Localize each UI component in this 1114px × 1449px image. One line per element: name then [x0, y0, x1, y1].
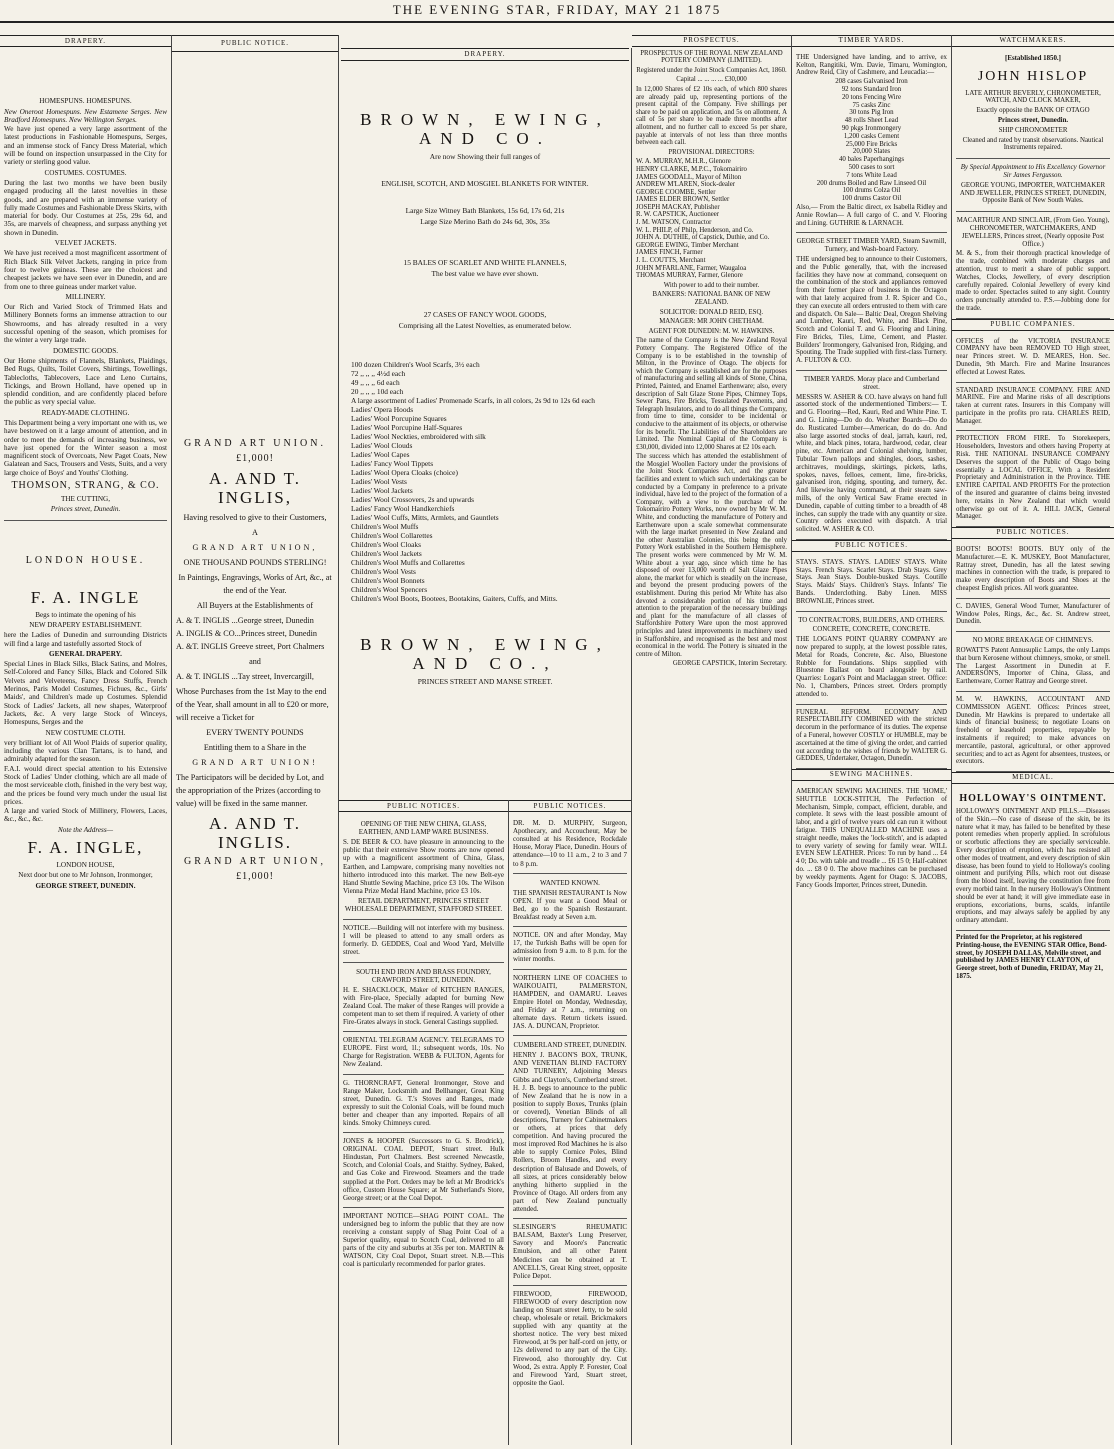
domestic-title: DOMESTIC GOODS.	[52, 346, 119, 355]
sewing-head: SEWING MACHINES.	[792, 769, 951, 781]
china-retail: RETAIL DEPARTMENT, PRINCES STREET WHOLESALE DEPARTMENT, STAFFORD STREET.	[344, 896, 503, 914]
hislop-est: [Established 1850.]	[1005, 54, 1061, 62]
macarthur-title: MACARTHUR AND SINCLAIR, (From Geo. Young), CHRONOMETER, WATCHMAKERS, AND JEWELLERS, Princes street, (Nearly opposite Post Office.)	[956, 217, 1110, 248]
shacklock-body: H. E. SHACKLOCK, Maker of KITCHEN RANGES, with Fire-place, Specially adapted for burning New Zealand Coal. The maker of these Ranges will provide a competent man to set them if required. A variety of other Fire-Grates always in stock. General Castings supplied.	[343, 985, 504, 1027]
protection-ad	[956, 431, 1110, 527]
goods-item: 100 drums Colza Oil	[842, 187, 901, 195]
foundry-title: SOUTH END IRON AND BRASS FOUNDRY, CRAWFORD STREET, DUNEDIN.	[356, 967, 491, 984]
telegram-ad	[343, 1032, 504, 1074]
geddes-body: NOTICE.—Building will not interfere with my business. I will be pleased to attend to any small orders as formerly. D. GEDDES, Coal and Wood Yard, Melville street.	[343, 924, 504, 957]
hislop-ad	[956, 50, 1110, 159]
standard-ad	[956, 383, 1110, 432]
boots-body: BOOTS! BOOTS! BOOTS. BUY only of the Manufacturer.—E. K. MUSKEY, Boot Manufacturer, Rattray street, Dunedin, has all the latest sewing machines in connection with the trade, is prepared to make every description of Boots and Shoes at the cheapest English prices. All work guarantee.	[956, 546, 1110, 593]
goods-item: 200 drums Boiled and Raw Linseed Oil	[816, 179, 927, 187]
fa-begs: Begs to intimate the opening of his	[35, 610, 136, 619]
thomson-name: THOMSON, STRANG, & CO.	[11, 480, 160, 492]
list-item: A large assortment of Ladies' Promenade Scarfs, in all colors, 2s 9d to 12s 6d each	[351, 396, 596, 405]
london-house-ad	[4, 549, 167, 896]
column-drapery	[0, 35, 172, 1445]
goods-item: 25,000 Fire Bricks	[845, 140, 898, 148]
whose-purchases: Whose Purchases from the 1st May to the end of the Year, shall amount in all to £20 or more, will receive a Ticket for	[176, 687, 329, 722]
cases-sub: Comprising all the Latest Novelties, as enumerated below.	[398, 321, 572, 330]
china-ad	[343, 815, 504, 920]
director-item: J. M. WATSON, Contractor	[636, 219, 712, 227]
medical-head: MEDICAL.	[952, 772, 1114, 784]
director-item: W. L. PHILP, of Philp, Henderson, and Co.	[636, 226, 754, 234]
homespun-intro: We have just opened a very large assortment of the latest productions in Fashionable Homespuns, Serges, and an immense stock of Fancy Dress Material, which will be found on inspection unsurpassed in the City for variety or sterling good value.	[4, 125, 167, 167]
director-item: GEORGE COOMBE, Settler	[636, 188, 716, 196]
balsam-ad	[513, 1219, 627, 1286]
fa-ingle-name: F. A. INGLE	[30, 587, 141, 607]
fa-costume: NEW COSTUME CLOTH.	[45, 728, 126, 737]
director-item: W. A. MURRAY, M.H.R., Glenore	[636, 158, 731, 166]
holloway-ad	[956, 787, 1110, 931]
list-item: 72 ,, ,, ,, 4½d each	[351, 369, 406, 378]
prospectus-signature: GEORGE CAPSTICK, Interim Secretary.	[672, 660, 787, 668]
list-item: Children's Wool Vests	[351, 567, 416, 576]
young-ad	[956, 159, 1110, 212]
list-item: Ladies' Wool Crossovers, 2s and upwards	[351, 495, 474, 504]
guthrie-goods	[796, 78, 947, 203]
column-head: PROSPECTUS.	[632, 35, 791, 47]
chimneys-title: NO MORE BREAKAGE OF CHIMNEYS.	[972, 637, 1094, 645]
guthrie-tail: Also,— From the Baltic direct, ex Isabella Ridley and Annie Rowlan— A full cargo of C. and V. Flooring and Lining. GUTHRIE & LARNACH.	[796, 203, 947, 227]
director-item: JOSEPH MACKAY, Publisher	[636, 203, 720, 211]
thorncraft-body: G. THORNCRAFT, General Ironmonger, Stove and Range Maker, Locksmith and Bellhanger, Great King street, Dunedin. G. T.'s Stoves and Ranges, made expressly to suit the Colonial Coals, will be found much better and cheaper than any imported. Repairs of all kinds. Smoky Chimneys cured.	[343, 1078, 504, 1127]
wanted-ad	[513, 874, 627, 927]
millinery-title: MILLINERY.	[65, 292, 106, 301]
imprint: Printed for the Proprietor, at his registered Printing-house, the EVENING STAR Office, Bond-street, by JOSEPH DALLAS, Melville street, and published by JAMES HENRY CLAYTON, of George street, both of Dunedin, FRIDAY, May 21, 1875.	[956, 933, 1107, 980]
blankets-title: ENGLISH, SCOTCH, AND MOSGIEL BLANKETS FOR WINTER.	[381, 179, 589, 188]
hislop-princes: Princes street, Dunedin.	[997, 116, 1069, 124]
column-head: WATCHMAKERS.	[952, 35, 1114, 47]
goods-item: 48 rolls Sheet Lead	[844, 117, 899, 125]
column-public-notices-b	[509, 800, 632, 1445]
column-head: PUBLIC NOTICE.	[172, 35, 338, 52]
bec-title: BROWN, EWING, AND CO.	[360, 110, 610, 148]
young-body: GEORGE YOUNG, IMPORTER, WATCHMAKER AND JEWELLER, PRINCES STREET, DUNEDIN, Opposite Bank of New South Wales.	[959, 181, 1107, 205]
list-item: Children's Wool Spencers	[351, 585, 428, 594]
ati-a: A	[252, 528, 258, 537]
list-item: Children's Wool Jackets	[351, 549, 422, 558]
bacon-title: CUMBERLAND STREET, DUNEDIN.	[513, 1041, 627, 1050]
firewood-ad	[513, 1286, 627, 1392]
london-house-title: LONDON HOUSE.	[25, 554, 146, 566]
prospectus-title: PROSPECTUS OF THE ROYAL NEW ZEALAND POTTERY COMPANY (LIMITED).	[640, 49, 783, 65]
sewing-body: AMERICAN SEWING MACHINES. THE 'HOME,' SHUTTLE LOCK-STITCH, The Perfection of Mechanism, Simple, compact, efficient, durable, and complete. It sews with the least possible amount of labor, and a girl of twelve years old can run it without fatigue. THIS UNEQUALLED MACHINE uses a straight needle, makes the 'lock-stitch', and is adapted to every variety of sewing for family wear. WILL EVEN SEW LEATHER. Prices: To run by hand ... £4 4 0; Do. with table and treadle ... £6 15 0; Half-cabinet do. ... £8 0 0. The above machines can be purchased by weekly payments. Agent for Otago: S. JACOBS, Fancy Goods Importer, Princes street, Dunedin.	[796, 787, 947, 889]
entitling: Entitling them to a Share in the	[203, 743, 307, 752]
column-head: DRAPERY.	[0, 35, 171, 47]
asher-title: TIMBER YARDS. Moray place and Cumberland street.	[803, 376, 940, 391]
goods-item: 1,200 casks Cement	[843, 132, 900, 140]
thousand: ONE THOUSAND POUNDS STERLING!	[183, 558, 327, 567]
ready-title: READY-MADE CLOTHING.	[41, 408, 130, 417]
thomson-place: THE CUTTING,	[60, 495, 111, 504]
hislop-opposite: Exactly opposite the BANK OF OTAGO	[976, 107, 1090, 115]
standard-body: STANDARD INSURANCE COMPANY. FIRE AND MARINE. Fire and Marine risks of all descriptions taken at current rates. Insurers in this Company will participate in the profits pro rata. CHARLES REID, Manager.	[956, 386, 1110, 425]
cases-title: 27 CASES OF FANCY WOOL GOODS,	[423, 310, 547, 319]
list-item: Ladies' Wool Porcupine Half-Squares	[351, 423, 463, 432]
goods-item: 30 tons Pig Iron	[849, 109, 894, 117]
prospectus-capital-body: In 12,000 Shares of £2 10s each, of which 800 shares are already paid up, representing portions of the present capital of the Company. Five shillings per share to be paid on application, and 5s on allotment. A call of 5s per share to be made three months after allotment, and no further call to exceed 5s per share, payable at intervals of not less than three months between each call.	[636, 85, 787, 147]
paintings: In Paintings, Engravings, Works of Art, &c., at the end of the Year.	[178, 573, 332, 595]
george-yard-body: THE undersigned beg to announce to their Customers, and the Public generally, that, with the increased facilities they have now at command, consequent on the combination of the stock and appliances removed from their former place of business in the Octagon with that lately acquired from J. R. Spicer and Co., they can execute all orders entrusted to them with care and dispatch. On Sale— Baltic Deal, Oregon Shelving and Lumber, Kauri, Red, White, and Black Pine, Scotch and Colonial T. and G. Flooring and Lining. Fire Bricks, Tiles, Lime, Cement, and Plaster. Builders' Ironmongery, Galvanised Iron, Ridging, and Spouting. The Trade supplied with first-class Turnery. A. FULTON & CO.	[796, 255, 947, 365]
goods-item: 500 cases to sort	[848, 163, 895, 171]
column-public-notice	[172, 35, 339, 1445]
hawkins-body: M. W. HAWKINS, ACCOUNTANT AND COMMISSION AGENT. Offices: Princes street, Dunedin. Mr Hawkins is prepared to undertake all kinds of financial business; to negotiate Loans on freehold or leasehold properties, repayable by instalments if required; to make advances on mercantile, pastoral, agricultural, or other approved securities; and to act as Agent for absentees, trustees, or executors.	[956, 696, 1110, 766]
gau-amount: £1,000!	[236, 453, 274, 464]
list-item: Ladies' Wool Porcupine Squares	[351, 414, 447, 423]
directors-list	[636, 158, 787, 280]
asher-ad	[796, 371, 947, 540]
fa-general: GENERAL DRAPERY.	[49, 649, 122, 658]
goods-item: 20,000 Slates	[852, 148, 891, 156]
asher-body: MESSRS W. ASHER & CO. have always on hand full assorted stock of the undermentioned Timbers:— T. and G. Flooring—Red, Kauri, Red and White Pine. T. and G. Lining—Do do do. Weather Boards—Do do do. Rusticated Lumber—American, do do do. And also large assorted stocks of deal, jarrah, kauri, red, white, and black pines, totara, hardwood, cedar, clear pine, etc. American and Colonial shelving, lumber, Tubular Town pallops and shingles, doors, sashes, architraves, mouldings, skirtings, pickets, laths, spokes, naves, felloes, cement, lime, fire-bricks, galvanised iron, ridging, spouting, and turnery, &c. And likewise having command, at their steam saw-mills, of the only Vertical Saw Frame erected in Dunedin, capable of cutting timber to a breadth of 48 inches, can supply the trade with any quantity or size. Country orders executed with dispatch. A trial solicited. W. ASHER & CO.	[796, 393, 947, 534]
concrete-title: CONCRETE, CONCRETE, CONCRETE.	[812, 626, 931, 634]
ati-resolve: Having resolved to give to their Customers,	[183, 513, 327, 522]
murphy-body: DR. M. D. MURPHY, Surgeon, Apothecary, and Accoucheur, May be consulted at his Residence, Rockdale House, Moray Place, Dunedin. Hours of attendance—10 to 11 a.m., 2 to 3 and 7 to 8 p.m.	[513, 819, 627, 868]
gau-amount-2: £1,000!	[236, 871, 274, 882]
blanket-1: Large Size Witney Bath Blankets, 15s 6d, 17s 6d, 21s	[405, 206, 565, 215]
masthead-rule	[0, 21, 1114, 23]
goods-item: 100 drums Castor Oil	[841, 195, 902, 203]
list-item: Ladies' Wool Vests	[351, 477, 407, 486]
prospectus-body-1: The name of the Company is the New Zealand Royal Pottery Company. The Registered Office of the Company is to be established in the township of Milton, in the Province of Otago. The objects for which the Company is established are for the purposes of manufacturing and selling all kinds of Stone, China, Printed, Painted, and Enamel Earthenware; also, every description of Salt Glaze Stone Pipes, Chimney Tops, Sewer Pans, Fire Bricks, Tessulated Pavements, and Telegraph Insulators, and to do all things the Company, from time to time, consider to be incidental or conducive to the attainment of its objects, or otherwise for its benefit. The Liabilities of the Shareholders are Limited. The Nominal Capital of the Company is £30,000, divided into 12,000 Shares at £2 10s each.	[636, 337, 787, 451]
list-item: Ladies' Fancy Wool Tippets	[351, 459, 434, 468]
list-item: 49 ,, ,, ,, 6d each	[351, 378, 400, 387]
millinery-body: Our Rich and Varied Stock of Trimmed Hats and Millinery Bonnets forms an immense attraction to our Showrooms, and has already resulted in a very successful opening of the season, which promises for the winter a very large trade.	[4, 303, 167, 345]
sewing-ad	[796, 784, 947, 894]
establishment-3: A. &T. INGLIS Greeve street, Port Chalmers	[176, 642, 325, 651]
companies-head: PUBLIC COMPANIES.	[952, 319, 1114, 331]
goods-item: 75 casks Zinc	[852, 101, 891, 109]
director-item: ANDREW M'LAREN, Stock-dealer	[636, 181, 736, 189]
hislop-ship: SHIP CHRONOMETER	[998, 126, 1068, 134]
china-title: OPENING OF THE NEW CHINA, GLASS, EARTHEN, AND LAMP WARE BUSINESS.	[358, 820, 489, 837]
contractors-title: TO CONTRACTORS, BUILDERS, AND OTHERS.	[798, 616, 945, 624]
director-item: J. L. COUTTS, Merchant	[636, 257, 706, 265]
every-twenty: EVERY TWENTY POUNDS	[206, 728, 304, 737]
george-yard-ad	[796, 233, 947, 371]
hooper-ad	[343, 1133, 504, 1208]
ati-name: A. AND T. INGLIS,	[209, 469, 301, 507]
goods-item: 90 pkgs Ironmongery	[841, 124, 902, 132]
director-item: JAMES GOODALL, Mayor of Milton	[636, 173, 742, 181]
china-body: S. DE BEER & CO. have pleasure in announcing to the public that their extensive Show rooms are now opened up with a magnificent assortment of China, Glass, Earthen, and Lampware, comprising many novelties not hitherto introduced into this market. The new Belt-eye Hand Shuttle Sewing Machine, price £3 10s. The Wilson Vienna Prize Medal Hand Machine, price £3 10s.	[343, 838, 504, 895]
list-item: Children's Wool Muffs	[351, 522, 419, 531]
baths-notice	[513, 927, 627, 969]
costumes-title: COSTUMES. COSTUMES.	[44, 168, 127, 177]
holloway-body: HOLLOWAY'S OINTMENT AND PILLS.—Diseases of the Skin.—No case of disease of the skin, be its nature what it may, has failed to be benefited by these potent remedies when properly applied. In scrofulous or scorbutic affections they are specially serviceable. Every description of eruption, which has resisted all other modes of treatment, and every description of skin disease, has been found to yield to Holloway's cooling ointment and purifying Pills, which root out disease from the blood itself, leaving the constitution free from every morbid taint. In the nursery Holloway's Ointment should be ever at hand; it will give immediate ease in eruptions, excoriations, burns, scalds, infantile eruptions, and may always safely be applied by any ordinary attendant.	[956, 807, 1110, 925]
notices-head: PUBLIC NOTICES.	[952, 527, 1114, 539]
column-head: DRAPERY.	[341, 48, 629, 61]
hooper-body: JONES & HOOPER (Successors to G. S. Brodrick), ORIGINAL COAL DEPOT, Stuart street. Hulk Hindustan, Port Chalmers. Best screened Newcastle, Scotch, and Colonial Coals, and Staithy. Sydney, Baked, and Gas Coke and Firewood. Steamers and the trade supplied at the Port. Orders may be left at Mr Brodrick's office, Custom House Square; at Mr Sutherland's Store, George street; or at the Coal Depot.	[343, 1137, 504, 1202]
fa-direct: F.A.I. would direct special attention to his Extensive Stock of Ladies' Under clothing, which are all made of the most serviceable cloth, finished in the very best way, and the prices be found very much under the usual list prices.	[4, 764, 167, 806]
goods-item: 20 tons Fencing Wire	[841, 93, 902, 101]
bec-title-2: BROWN, EWING, AND CO.,	[360, 635, 610, 673]
funeral-ad	[796, 705, 947, 770]
list-item: Children's Wool Boots, Bootees, Bootakins, Gaiters, Cuffs, and Mitts.	[351, 594, 558, 603]
goods-item: 40 bales Paperhangings	[838, 156, 905, 164]
protection-body: PROTECTION FROM FIRE. To Storekeepers, Householders, Investors and others having Property at Risk. THE NATIONAL INSURANCE COMPANY Deserves the support of the Public of Otago being essentially a LOCAL OFFICE, With a Resident Proprietary and Administration in the Province. THE ENTIRE CAPITAL AND PROFITS For the protection of the insured and guarantee of claims being invested here, retains in New Zealand that which would otherwise go out of it. A. HILL JACK, General Manager.	[956, 435, 1110, 521]
masthead: THE EVENING STAR, FRIDAY, MAY 21 1875	[392, 2, 722, 17]
fa-cloth: very brilliant lot of All Wool Plaids of superior quality, including the various Clan Tartans, is to hand, and admirably adapted for the season.	[4, 738, 167, 764]
fa-new: NEW DRAPERY ESTABLISHMENT.	[29, 620, 142, 629]
hawkins-ad	[956, 692, 1110, 772]
geddes-notice	[343, 920, 504, 962]
list-item: Children's Wool Muffs and Collarettes	[351, 558, 465, 567]
rowatt-body: ROWATT'S Patent Annusuplic Lamps, the only Lamps that burn Kerosene without chimneys, smoke, or smell. The Largest Assortment in Dunedin at F. ANDERSON'S, Importer of China, Glass, and Earthenware, Corner Rattray and George street.	[956, 647, 1110, 686]
victoria-body: OFFICES of the VICTORIA INSURANCE COMPANY have been REMOVED TO High street, near Princes street. W. D. MEARES, Hon. Sec. Dunedin, 9th March. Fire and Marine Insurances effected at Lowest Rates.	[956, 337, 1110, 376]
ready-body: This Department being a very important one with us, we have bestowed on it a large amount of attention, and in order to meet the demands of increasing business, we have just opened for the Winter season a most magnificent stock of Overcoats, New Paget Coats, New Galatean and Sacs, Trousers and Vests, Suits, and a very large choice of Boys' and Youths' Clothing.	[4, 418, 167, 477]
gau-title: GRAND ART UNION.	[184, 438, 326, 449]
wanted-title: WANTED KNOWN.	[540, 878, 600, 887]
list-item: Ladies' Wool Jackets	[351, 486, 413, 495]
gau2: GRAND ART UNION,	[192, 543, 318, 552]
bales-sub: The best value we have ever shown.	[431, 269, 539, 278]
rowatt-ad	[956, 632, 1110, 692]
fa-london-house-2: LONDON HOUSE,	[56, 861, 115, 870]
fa-special: Special Lines in Black Silks, Black Satins, and Molres, Self-Colored and Fancy Silks, Black and Colored Silk Velvets and Velveteens, Fancy Dress Stuffs, French Merinos, Paris Model Costumes, Fichues, &c., Girls' Maids', and Children's made up Costumes. Splendid Stock of Ladies' Jackets, all new shapes, Waterproof Jackets, &c. A very large Stock of Winceys, Homespuns, Serges and the	[4, 660, 167, 727]
fa-note: Note the Address—	[57, 825, 114, 834]
list-item: Children's Wool Cloaks	[351, 540, 421, 549]
contractors-ad	[796, 612, 947, 705]
foundry-ad	[343, 963, 504, 1033]
macarthur-body: M. & S., from their thorough practical knowledge of the trade, combined with moderate charges and attention, trust to merit a share of public support. Watches, Clocks, Jewellery, of every description carefully repaired. Colonial Jewellery of every kind made to order. Spectacles suited to any sight. Country orders punctually attended to. P.S.—Jobbing done for the trade.	[956, 250, 1110, 312]
directors-title: PROVISIONAL DIRECTORS:	[668, 148, 755, 156]
fa-ingle-name-2: F. A. INGLE,	[27, 838, 144, 858]
brown-ewing-ad	[339, 48, 632, 800]
column-timber	[792, 35, 952, 1445]
guthrie-intro: THE Undersigned have landing, and to arrive, ex Kelton, Rangitiki, Wm. Davie, Timaru, Womington, Andrew Reid, City of Cashmere, and Leucadia:—	[796, 53, 947, 77]
director-item: JOHN M'FARLANE, Farmer, Waugaloa	[636, 264, 747, 272]
thomson-address: Princes street, Dunedin.	[50, 505, 121, 514]
ati-name-2: A. AND T. INGLIS.	[209, 814, 301, 852]
davies-ad	[956, 599, 1110, 632]
guthrie-ad	[796, 50, 947, 234]
list-item: Ladies' Wool Clouds	[351, 441, 413, 450]
fa-next: Next door but one to Mr Johnson, Ironmonger,	[18, 871, 153, 880]
murphy-ad	[513, 815, 627, 874]
bec-showing: Are now Showing their full ranges of	[429, 152, 541, 161]
baths-body: NOTICE. ON and after Monday, May 17, the Turkish Baths will be open for admission from 9 a.m. to 8 p.m. for the winter months.	[513, 931, 627, 964]
bacon-body: HENRY J. BACON'S BOX, TRUNK, AND VENETIAN BLIND FACTORY AND TURNERY, Adjoining Messrs Gibbs and Clayton's, Cumberland street. H. J. B. begs to announce to the public of New Zealand that he is now in a position to supply Boxes, Trunks (plain or covered), Venetian Blinds of all descriptions, Turnery for Cabinetmakers or others, at prices that defy competition. And having procured the most improved Rod Machines he is also able to supply Cornice Poles, Blind Rollers, Broom Handles, and every description of Balusade and Dowels, of all sizes, at prices considerably below anything hitherto supplied in the Province of Otago. All orders from any part of New Zealand punctually attended.	[513, 1051, 627, 1214]
bales-title: 15 BALES OF SCARLET AND WHITE FLANNELS,	[403, 258, 567, 267]
establishment-and: and	[249, 657, 261, 666]
list-item: Ladies' Wool Cuffs, Mitts, Armlets, and Gauntlets	[351, 513, 499, 522]
hislop-name: JOHN HISLOP	[977, 68, 1089, 84]
list-item: 20 ,, ,, ,, 10d each	[351, 387, 404, 396]
stays-ad	[796, 555, 947, 612]
director-item: JAMES ELDER BROWN, Settler	[636, 196, 730, 204]
director-item: THOMAS MURRAY, Farmer, Glenore	[636, 272, 743, 280]
list-item: 100 dozen Children's Wool Scarfs, 3½ each	[351, 360, 480, 369]
list-item: Children's Wool Bonnets	[351, 576, 425, 585]
agent: AGENT FOR DUNEDIN: M. W. HAWKINS.	[648, 327, 775, 335]
list-item: Ladies' Wool Capes	[351, 450, 410, 459]
solicitor: SOLICITOR: DONALD REID, ESQ.	[659, 308, 764, 316]
velvet-title: VELVET JACKETS.	[54, 239, 117, 248]
buyers: All Buyers at the Establishments of	[196, 601, 314, 610]
establishment-2: A. INGLIS & CO...Princes street, Dunedin	[176, 629, 317, 638]
homespun-body: New Oneroot Homespuns. New Estamene Serges. New Bradford Homespuns. New Wellington Serges.	[4, 107, 167, 124]
column-watchmakers	[952, 35, 1114, 1445]
list-item: Ladies' Fancy Wool Handkerchiefs	[351, 504, 455, 513]
goods-item: 92 tons Standard Iron	[841, 85, 902, 93]
director-item: JOHN A. DUTHIE, of Capstick, Duthie, and Co.	[636, 234, 770, 242]
firewood-body: FIREWOOD, FIREWOOD, FIREWOOD of every description now landing on Stuart street Jetty, to be sold cheap, wholesale or retail. Brickmakers supplied with any quantity at the shortest notice. The very best mixed Firewood, at 9s per half-cord on jetty, or 12s delivered to any part of the City. Firewood, also thoroughly dry. Cut Wood, 2s extra. Apply P. Forester, Coal and Firewood Yard, Stuart street, opposite the Gaol.	[513, 1289, 627, 1387]
manager: MANAGER: MR JOHN CHETHAM.	[659, 318, 764, 326]
column-head: TIMBER YARDS.	[792, 35, 951, 47]
goods-item: 208 cases Galvanised Iron	[835, 78, 908, 86]
domestic-body: Our Home shipments of Flannels, Blankets, Plaidings, Bed Rugs, Quilts, Toilet Covers, Shirtings, Towellings, Tablecloths, Tablecovers, Lace and Leno Curtains, Tickings, and Brown Holland, have opened up in splendid condition, and are confidently placed before the public as very special value.	[4, 356, 167, 407]
fa-street: GEORGE STREET, DUNEDIN.	[35, 881, 136, 890]
director-item: HENRY CLARKE, M.P.C., Tokomairiro	[636, 165, 747, 173]
shag-body: IMPORTANT NOTICE—SHAG POINT COAL. The undersigned beg to inform the public that they are now receiving a constant supply of Shag Point Coal of a Superior quality, equal to Scotch Coal, delivered to all parts of the city and suburbs at 35s per ton. MARTIN & WATSON, City Coal Depot, Stuart street. N.B.—This coal is particularly recommended for parlor grates.	[343, 1211, 504, 1269]
directors-power: With power to add to their number.	[663, 281, 760, 289]
director-item: R. W. CAPSTICK, Auctioneer	[636, 211, 720, 219]
funeral-body: FUNERAL REFORM. ECONOMY AND RESPECTABILITY COMBINED with the strictest decorum in the performance of its duties. The expense of a Funeral, however COSTLY or HUMBLE, may be ascertained at the time of giving the order, and carried out according to the wishes of friends by WALTER G. GEDDES, Undertaker, Octagon, Dunedin.	[796, 708, 947, 763]
establishment-4: A. & T. INGLIS ...Tay street, Invercargill,	[176, 672, 314, 681]
bacon-ad	[513, 1036, 627, 1219]
gau3: GRAND ART UNION!	[192, 758, 318, 767]
hislop-cleaned: Cleaned and rated by transit observations. Nautical Instruments repaired.	[962, 136, 1104, 152]
participators: The Participators will be decided by Lot, and the appropriation of the Prizes (according to value) will be fixed in the same manner.	[176, 773, 324, 808]
prospectus-reg: Registered under the Joint Stock Companies Act, 1860.	[636, 66, 787, 74]
homespun-title: HOMESPUNS. HOMESPUNS.	[39, 97, 132, 106]
blanket-2: Large Size Merino Bath do 24s 6d, 30s, 35s	[420, 217, 550, 226]
coaches-body: NORTHERN LINE OF COACHES to WAIKOUAITI, PALMERSTON, HAMPDEN, and OAMARU. Leaves Empire Hotel on Monday, Wednesday, and Friday at 7 a.m., returning on alternate days. Return tickets issued. JAS. A. DUNCAN, Proprietor.	[513, 973, 627, 1031]
young-appoint: By Special Appointment to His Excellency Governor Sir James Fergusson.	[960, 164, 1106, 179]
holloway-title: HOLLOWAY'S OINTMENT.	[959, 792, 1107, 804]
shag-ad	[343, 1208, 504, 1274]
fa-millinery: A large and varied Stock of Millinery, Flowers, Laces, &c., &c., &c.	[4, 807, 167, 824]
director-item: GEORGE EWING, Timber Merchant	[636, 241, 739, 249]
bec-address: PRINCES STREET AND MANSE STREET.	[417, 677, 553, 686]
establishment-1: A. & T. INGLIS ...George street, Dunedin	[176, 616, 314, 625]
george-yard-title: GEORGE STREET TIMBER YARD, Steam Sawmill, Turnery, and Wash-board Factory.	[796, 238, 947, 254]
homespuns-ad	[4, 92, 167, 520]
column-head: PUBLIC NOTICES.	[339, 800, 508, 812]
telegram-body: ORIENTAL TELEGRAM AGENCY. TELEGRAMS TO EUROPE. First word, 1l.; subsequent words, 10s. No Charge for Registration. WEBB & FULTON, Agents for New Zealand.	[343, 1036, 504, 1069]
prospectus-capital: Capital ... ... ... ... £30,000	[676, 76, 747, 84]
spanish-body: THE SPANISH RESTAURANT Is Now OPEN. If you want a Good Meal or Bed, go to the Spanish Restaurant. Breakfast ready at Seven a.m.	[513, 888, 627, 922]
boots-ad	[956, 542, 1110, 599]
victoria-ad	[956, 334, 1110, 383]
balsam-body: SLESINGER'S RHEUMATIC BALSAM, Baxter's Lung Preserver, Savory and Moore's Pancreatic Emulsion, and all other Patent Medicines can be obtained at T. ANCELL'S, Great King street, opposite Police Depot.	[513, 1223, 627, 1280]
fa-here: here the Ladies of Dunedin and surrounding Districts will find a large and tastefully assorted Stock of	[4, 631, 167, 648]
column-head: PUBLIC NOTICES.	[509, 800, 631, 812]
list-item: Ladies' Wool Opera Cloaks (choice)	[351, 468, 458, 477]
wool-goods-list	[345, 360, 625, 603]
stays-body: STAYS. STAYS. STAYS. LADIES' STAYS. White Stays. French Stays. Scarlet Stays. Drab Stays. Grey Stays. Jean Stays. Double-busked Stays. Coutille Stays. Maids' Stays. Children's Stays. Infants' Tie Bands. Underclothing. Baby Linen. MISS BROWNLIE, Princes street.	[796, 558, 947, 605]
davies-body: C. DAVIES, General Wood Turner, Manufacturer of Window Poles, Rings, &c., &c. St. Andrew street, Dunedin.	[956, 602, 1110, 626]
goods-item: 7 tons White Lead	[846, 171, 897, 179]
list-item: Ladies' Opera Hoods	[351, 405, 414, 414]
director-item: JAMES FINCH, Farmer	[636, 249, 703, 257]
velvet-body: We have just received a most magnificent assortment of Rich Black Silk Velvet Jackets, ranging in price from four to twelve guineas. These are the choicest and cheapest jackets we have seen ever in Dunedin, and are from one to three guineas under market value.	[4, 249, 167, 291]
column-prospectus	[632, 35, 792, 1445]
public-notices-head: PUBLIC NOTICES.	[792, 540, 951, 552]
thorncraft-ad	[343, 1075, 504, 1134]
costumes-body: During the last two months we have been busily engaged producing all the latest novelties in these goods, and are prepared with an immense variety of fully made Costumes and Fashionable Dress Skirts, with material for body. Our Costumes at 25s, 29s 6d, and 35s, are marvels of cheapness, and surpass anything yet shown in Dunedin.	[4, 178, 167, 237]
macarthur-ad	[956, 212, 1110, 319]
prospectus-body-2: The success which has attended the establishment of the Mosgiel Woollen Factory under the provisions of the Joint Stock Companies Act, and the greater facilities and extent to which such undertakings can be conducted by a Company in preference to a private individual, have led to the project of the formation of a Company, with a view to the purchase of the Tokomairiro Pottery Works, now owned by Mr W. M. White, and conducting the manufacture of Pottery and Earthenware upon a scale somewhat commensurate with the large market presented in New Zealand and the other Australian Colonies, this being the only Pottery Work established in the Southern Hemisphere. The present works were commenced by Mr W. M. White about a year ago, since which time he has disposed of over 13,000 worth of Salt Glaze Pipes alone, the market for which is steadily on the increase, and beyond the present producing powers of the establishment. During this period Mr White has also devoted a considerable portion of his time and attention to the preparation of the necessary buildings and plant for the manufacture of all classes of Staffordshire Pottery Ware upon the most approved principles and latest improvements in machinery used in Staffordshire, and recognised as the best and most economical in the world. The Pottery is situated in the centre of Milton.	[636, 453, 787, 658]
bankers: BANKERS: NATIONAL BANK OF NEW ZEALAND.	[652, 291, 771, 306]
coaches-ad	[513, 970, 627, 1037]
logan-body: THE LOGAN'S POINT QUARRY COMPANY are now prepared to supply, at the lowest possible rates, Metal for Roads, Concrete, &c. Also, Bluestone Rubble for Foundations. Ships supplied with Bluestone Ballast on board alongside by rail. Quarries: Logan's Point and Maclaggan street. Office: No. 1, Chambers, Princes street. Orders promptly attended to.	[796, 636, 947, 698]
column-public-notices-a	[339, 800, 509, 1445]
list-item: Ladies' Wool Neckties, embroidered with silk	[351, 432, 486, 441]
gau4: GRAND ART UNION,	[184, 856, 326, 867]
list-item: Children's Wool Collarettes	[351, 531, 433, 540]
hislop-late: LATE ARTHUR BEVERLY, CHRONOMETER, WATCH, AND CLOCK MAKER,	[965, 89, 1101, 105]
